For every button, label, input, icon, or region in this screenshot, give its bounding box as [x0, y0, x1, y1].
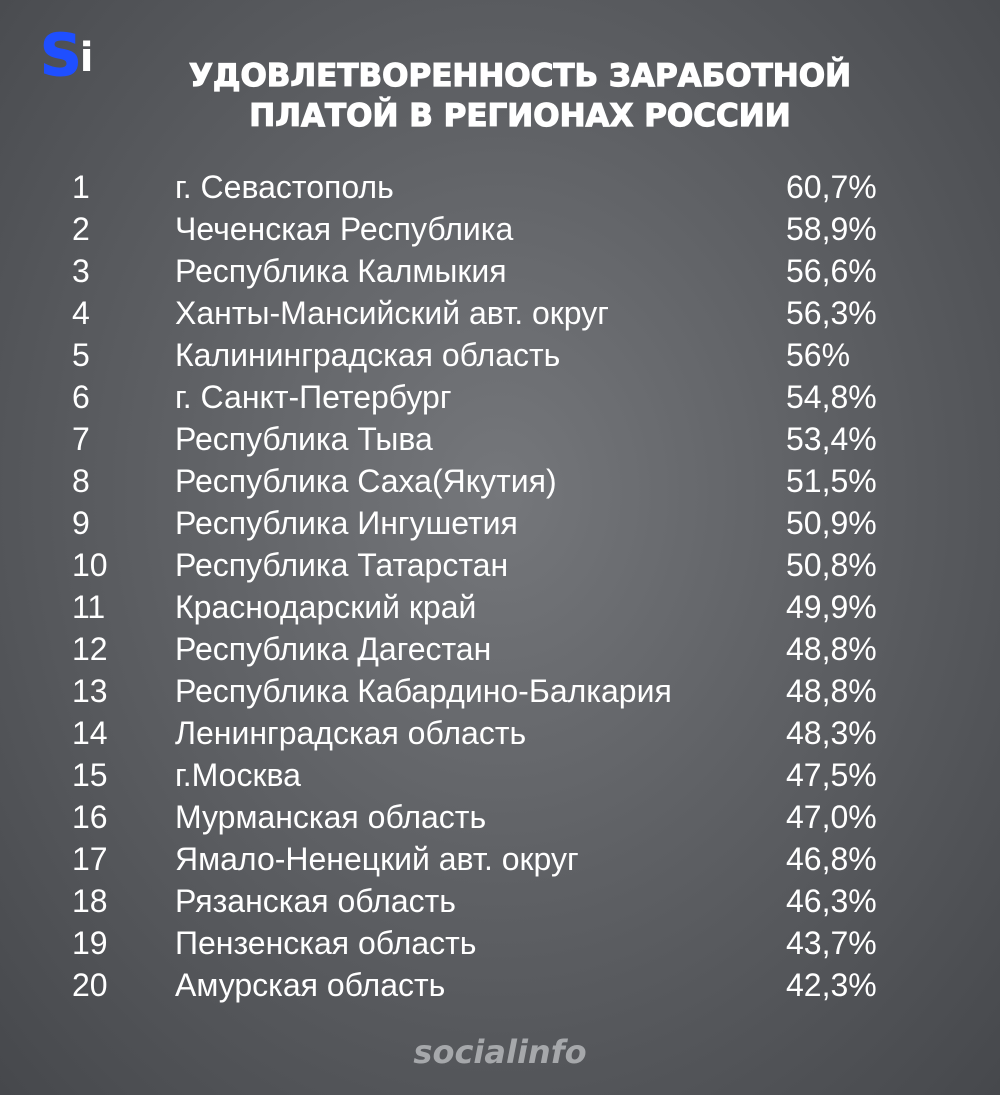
- satisfaction-percent: 48,8%: [786, 673, 877, 709]
- region-name: Амурская область: [175, 967, 446, 1003]
- region-name: Калининградская область: [175, 337, 561, 373]
- rank-number: 4: [72, 295, 90, 331]
- rank-number: 1: [72, 169, 90, 205]
- region-name: Республика Дагестан: [175, 631, 492, 667]
- logo-letter-i: i: [79, 35, 94, 81]
- region-name: г.Москва: [175, 757, 301, 793]
- ranking-row: [0, 880, 1000, 922]
- rank-number: 16: [72, 799, 108, 835]
- ranking-row: [0, 166, 1000, 208]
- satisfaction-percent: 58,9%: [786, 211, 877, 247]
- region-name: Республика Тыва: [175, 421, 433, 457]
- region-name: Ханты-Мансийский авт. округ: [175, 295, 609, 331]
- page-title: [100, 56, 940, 136]
- satisfaction-percent: 48,8%: [786, 631, 877, 667]
- satisfaction-percent: 46,8%: [786, 841, 877, 877]
- ranking-row: [0, 628, 1000, 670]
- region-name: Пензенская область: [175, 925, 477, 961]
- rank-number: 12: [72, 631, 108, 667]
- satisfaction-percent: 50,9%: [786, 505, 877, 541]
- ranking-row: [0, 250, 1000, 292]
- rank-number: 10: [72, 547, 108, 583]
- satisfaction-percent: 51,5%: [786, 463, 877, 499]
- ranking-row: [0, 334, 1000, 376]
- satisfaction-percent: 43,7%: [786, 925, 877, 961]
- rank-number: 7: [72, 421, 90, 457]
- ranking-row: [0, 586, 1000, 628]
- satisfaction-percent: 54,8%: [786, 379, 877, 415]
- rank-number: 9: [72, 505, 90, 541]
- region-name: Ленинградская область: [175, 715, 527, 751]
- rank-number: 5: [72, 337, 90, 373]
- rank-number: 8: [72, 463, 90, 499]
- satisfaction-percent: 50,8%: [786, 547, 877, 583]
- region-name: Рязанская область: [175, 883, 456, 919]
- ranking-row: [0, 502, 1000, 544]
- ranking-row: [0, 292, 1000, 334]
- ranking-row: [0, 376, 1000, 418]
- region-name: г. Санкт-Петербург: [175, 379, 452, 415]
- ranking-list: [0, 166, 1000, 1006]
- region-name: Республика Татарстан: [175, 547, 509, 583]
- satisfaction-percent: 47,0%: [786, 799, 877, 835]
- satisfaction-percent: 56%: [786, 337, 851, 373]
- satisfaction-percent: 46,3%: [786, 883, 877, 919]
- satisfaction-percent: 49,9%: [786, 589, 877, 625]
- satisfaction-percent: 47,5%: [786, 757, 877, 793]
- page-title-line-1: УДОВЛЕТВОРЕННОСТЬ ЗАРАБОТНОЙ: [188, 58, 852, 94]
- ranking-row: [0, 754, 1000, 796]
- rank-number: 18: [72, 883, 108, 919]
- region-name: Ямало-Ненецкий авт. округ: [175, 841, 579, 877]
- satisfaction-percent: 60,7%: [786, 169, 877, 205]
- rank-number: 6: [72, 379, 90, 415]
- satisfaction-percent: 48,3%: [786, 715, 877, 751]
- logo-letter-s: S: [40, 21, 82, 89]
- rank-number: 11: [72, 589, 106, 625]
- rank-number: 19: [72, 925, 108, 961]
- ranking-row: [0, 670, 1000, 712]
- ranking-row: [0, 838, 1000, 880]
- region-name: Краснодарский край: [175, 589, 477, 625]
- ranking-row: [0, 460, 1000, 502]
- region-name: Республика Саха(Якутия): [175, 463, 557, 499]
- ranking-row: [0, 922, 1000, 964]
- rank-number: 15: [72, 757, 108, 793]
- rank-number: 17: [72, 841, 108, 877]
- rank-number: 14: [72, 715, 108, 751]
- region-name: г. Севастополь: [175, 169, 394, 205]
- ranking-row: [0, 964, 1000, 1006]
- satisfaction-percent: 42,3%: [786, 967, 877, 1003]
- ranking-row: [0, 208, 1000, 250]
- ranking-row: [0, 796, 1000, 838]
- rank-number: 2: [72, 211, 90, 247]
- satisfaction-percent: 56,6%: [786, 253, 877, 289]
- region-name: Республика Кабардино-Балкария: [175, 673, 672, 709]
- region-name: Республика Ингушетия: [175, 505, 518, 541]
- region-name: Чеченская Республика: [175, 211, 514, 247]
- region-name: Мурманская область: [175, 799, 487, 835]
- ranking-row: [0, 544, 1000, 586]
- ranking-row: [0, 712, 1000, 754]
- ranking-row: [0, 418, 1000, 460]
- satisfaction-percent: 56,3%: [786, 295, 877, 331]
- page-title-line-2: ПЛАТОЙ В РЕГИОНАХ РОССИИ: [249, 98, 791, 134]
- rank-number: 3: [72, 253, 90, 289]
- rank-number: 20: [72, 967, 108, 1003]
- footer-brand: socialinfo: [413, 1033, 587, 1071]
- satisfaction-percent: 53,4%: [786, 421, 877, 457]
- rank-number: 13: [72, 673, 108, 709]
- region-name: Республика Калмыкия: [175, 253, 507, 289]
